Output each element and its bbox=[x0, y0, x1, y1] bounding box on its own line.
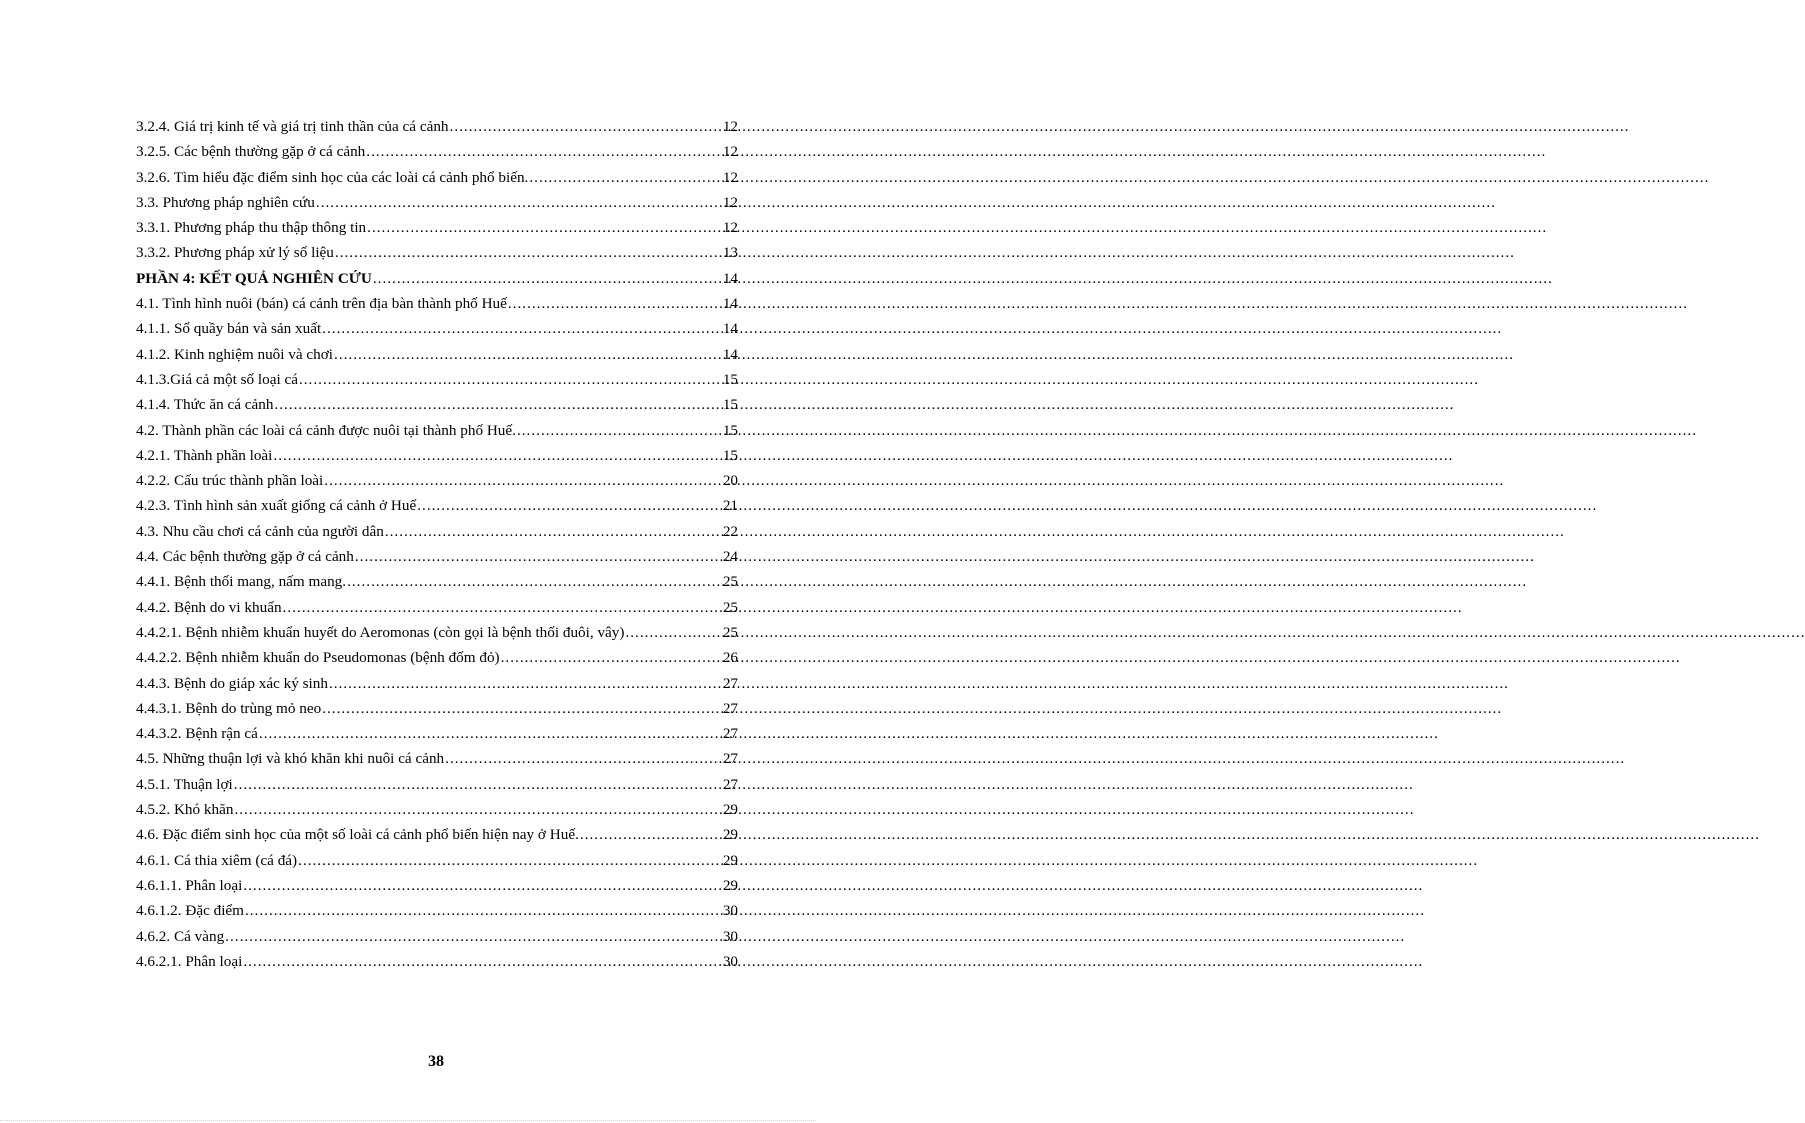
toc-entry-title: 4.6.2.1. Phân loại bbox=[136, 952, 243, 970]
toc-entry-page: 30 bbox=[722, 952, 738, 970]
toc-entry[interactable] bbox=[136, 949, 738, 974]
toc-entry-title: 4.1. Tình hình nuôi (bán) cá cảnh trên địa bàn thành phố Huế bbox=[136, 295, 507, 313]
toc-dot-leader bbox=[625, 620, 721, 645]
toc-entry-title: 4.4.3. Bệnh do giáp xác ký sinh bbox=[136, 674, 328, 692]
toc-entry-title: 4.4.3.2. Bệnh rận cá bbox=[136, 725, 258, 743]
toc-entry-title: 4.6.1.2. Đặc điểm bbox=[136, 902, 244, 920]
toc-entry-title: 3.3.2. Phương pháp xử lý số liệu bbox=[136, 244, 334, 262]
toc-dot-leader bbox=[366, 139, 722, 164]
toc-entry[interactable] bbox=[136, 696, 738, 721]
toc-entry-title: 4.4.2.2. Bệnh nhiễm khuẩn do Pseudomonas (bệnh đốm đỏ) bbox=[136, 649, 500, 667]
toc-entry-page: 12 bbox=[722, 118, 738, 135]
toc-dot-leader bbox=[298, 848, 722, 873]
toc-dot-leader bbox=[445, 746, 722, 771]
toc-entry-title: 4.6.1.1. Phân loại bbox=[136, 876, 243, 894]
toc-entry-page: 29 bbox=[722, 876, 738, 894]
toc-dot-leader bbox=[322, 316, 722, 341]
toc-entry-title: PHẦN 4: KẾT QUẢ NGHIÊN CỨU bbox=[136, 269, 372, 287]
toc-entry[interactable] bbox=[136, 190, 738, 215]
toc-entry-page: 20 bbox=[722, 472, 738, 490]
toc-entry-title: 4.1.1. Số quầy bán và sản xuất bbox=[136, 320, 322, 338]
toc-dot-leader bbox=[373, 266, 722, 291]
toc-entry[interactable] bbox=[136, 139, 738, 164]
toc-entry[interactable] bbox=[136, 367, 738, 392]
toc-entry-title: 4.5.2. Khó khăn bbox=[136, 801, 234, 819]
toc-entry-title: 4.4.2. Bệnh do vi khuẩn bbox=[136, 598, 282, 616]
toc-entry-page: 12 bbox=[722, 219, 738, 237]
toc-entry-page: 29 bbox=[722, 826, 738, 844]
toc-dot-leader bbox=[417, 493, 722, 518]
toc-entry[interactable] bbox=[136, 544, 738, 569]
toc-entry-title: 3.2.6. Tìm hiểu đặc điểm sinh học của các loài cá cảnh phổ biến. bbox=[136, 168, 529, 186]
toc-entry-page: 26 bbox=[722, 649, 738, 667]
toc-entry-title: 4.6.2. Cá vàng bbox=[136, 927, 225, 945]
toc-dot-leader bbox=[334, 342, 722, 367]
toc-entry[interactable] bbox=[136, 569, 738, 594]
toc-dot-leader bbox=[234, 797, 721, 822]
toc-dot-leader bbox=[243, 949, 722, 974]
toc-dot-leader bbox=[367, 215, 722, 240]
toc-entry-page: 14 bbox=[722, 295, 738, 313]
toc-entry-title: 4.2.3. Tình hình sản xuất giống cá cảnh ở Huế bbox=[136, 497, 417, 515]
toc-entry-title: 4.2. Thành phần các loài cá cảnh được nuôi tại thành phố Huế. bbox=[136, 421, 516, 439]
toc-entry[interactable] bbox=[136, 848, 738, 873]
toc-entry-page: 22 bbox=[722, 522, 738, 540]
toc-entry-page: 25 bbox=[722, 623, 738, 641]
toc-dot-leader bbox=[245, 898, 722, 923]
toc-dot-leader bbox=[335, 240, 722, 265]
toc-dot-leader bbox=[329, 671, 722, 696]
page-number: 38 bbox=[428, 1053, 444, 1070]
toc-dot-leader bbox=[274, 392, 721, 417]
toc-dot-leader bbox=[225, 924, 722, 949]
toc-entry[interactable] bbox=[136, 822, 738, 847]
toc-entry-page: 14 bbox=[722, 269, 738, 287]
toc-entry[interactable] bbox=[136, 215, 738, 240]
toc-entry[interactable] bbox=[136, 797, 738, 822]
toc-entry-title: 4.4.2.1. Bệnh nhiễm khuẩn huyết do Aeromonas (còn gọi là bệnh thối đuôi, vây) bbox=[136, 623, 625, 641]
toc-entry-page: 15 bbox=[722, 396, 738, 414]
toc-entry-title: 4.1.3.Giá cả một số loại cá bbox=[136, 370, 298, 388]
toc-dot-leader bbox=[355, 544, 722, 569]
toc-entry-page: 15 bbox=[722, 421, 738, 439]
toc-dot-leader bbox=[322, 696, 722, 721]
page-bottom-divider bbox=[0, 1120, 816, 1121]
toc-entry-page: 27 bbox=[722, 725, 738, 743]
toc-entry[interactable] bbox=[136, 721, 738, 746]
toc-entry-title: 4.6.1. Cá thia xiêm (cá đá) bbox=[136, 851, 298, 869]
toc-entry-page: 14 bbox=[722, 320, 738, 338]
toc-entry-page: 30 bbox=[722, 902, 738, 920]
toc-entry-title: 4.2.1. Thành phần loài bbox=[136, 446, 273, 464]
toc-entry-title: 3.2.5. Các bệnh thường gặp ở cá cảnh bbox=[136, 143, 366, 161]
toc-entry-title: 4.3. Nhu cầu chơi cá cảnh của người dân bbox=[136, 522, 384, 540]
toc-entry-page: 12 bbox=[722, 143, 738, 161]
toc-entry[interactable] bbox=[136, 114, 738, 139]
toc-entry-page: 12 bbox=[722, 193, 738, 211]
toc-entry-page: 12 bbox=[722, 168, 738, 186]
toc-entry-title: 4.1.2. Kinh nghiệm nuôi và chơi bbox=[136, 345, 334, 363]
toc-entry[interactable] bbox=[136, 620, 738, 645]
toc-entry[interactable] bbox=[136, 165, 738, 190]
toc-entry-page: 14 bbox=[722, 345, 738, 363]
toc-entry-page: 30 bbox=[722, 927, 738, 945]
toc-entry-page: 27 bbox=[722, 750, 738, 768]
toc-entry[interactable] bbox=[136, 924, 738, 949]
toc-dot-leader bbox=[517, 418, 722, 443]
toc-entry-page: 27 bbox=[722, 699, 738, 717]
toc-entry-title: 4.1.4. Thức ăn cá cảnh bbox=[136, 396, 274, 414]
toc-entry-title: 4.2.2. Cấu trúc thành phần loài bbox=[136, 472, 324, 490]
toc-entry-page: 25 bbox=[722, 573, 738, 591]
toc-dot-leader bbox=[385, 519, 722, 544]
toc-entry-page: 15 bbox=[722, 446, 738, 464]
toc-dot-leader bbox=[450, 114, 722, 139]
toc-entry-title: 4.4.3.1. Bệnh do trùng mỏ neo bbox=[136, 699, 322, 717]
toc-entry-page: 15 bbox=[722, 370, 738, 388]
toc-dot-leader bbox=[234, 772, 722, 797]
toc-dot-leader bbox=[347, 569, 722, 594]
toc-dot-leader bbox=[259, 721, 722, 746]
toc-entry[interactable] bbox=[136, 772, 738, 797]
toc-entry[interactable] bbox=[136, 443, 738, 468]
toc-entry-page: 29 bbox=[722, 851, 738, 869]
toc-dot-leader bbox=[283, 595, 722, 620]
toc-entry[interactable] bbox=[136, 595, 738, 620]
toc-entry-title: 4.4.1. Bệnh thối mang, nấm mang. bbox=[136, 573, 347, 591]
toc-dot-leader bbox=[508, 291, 722, 316]
toc-entry[interactable] bbox=[136, 418, 738, 443]
toc-entry[interactable] bbox=[136, 392, 738, 417]
toc-dot-leader bbox=[243, 873, 722, 898]
toc-entry[interactable] bbox=[136, 873, 738, 898]
toc-entry[interactable] bbox=[136, 240, 738, 265]
toc-entry[interactable] bbox=[136, 468, 738, 493]
toc-dot-leader bbox=[324, 468, 722, 493]
toc-entry-page: 29 bbox=[722, 801, 738, 819]
toc-entry-page: 24 bbox=[722, 548, 738, 566]
toc-entry[interactable] bbox=[136, 898, 738, 923]
toc-entry[interactable] bbox=[136, 746, 738, 771]
toc-dot-leader bbox=[299, 367, 722, 392]
toc-entry-page: 25 bbox=[722, 598, 738, 616]
toc-dot-leader bbox=[316, 190, 722, 215]
toc-entry-title: 4.5.1. Thuận lợi bbox=[136, 775, 233, 793]
table-of-contents bbox=[136, 114, 738, 974]
toc-entry-title: 3.3.1. Phương pháp thu thập thông tin bbox=[136, 219, 367, 237]
toc-entry[interactable] bbox=[136, 493, 738, 518]
toc-entry-page: 13 bbox=[722, 244, 738, 262]
toc-dot-leader bbox=[501, 645, 722, 670]
toc-entry[interactable] bbox=[136, 291, 738, 316]
toc-dot-leader bbox=[580, 822, 722, 847]
toc-entry-page: 27 bbox=[722, 775, 738, 793]
toc-dot-leader bbox=[273, 443, 721, 468]
toc-entry[interactable] bbox=[136, 645, 738, 670]
toc-entry-page: 27 bbox=[722, 674, 738, 692]
toc-entry-title: 4.5. Những thuận lợi và khó khăn khi nuôi cá cảnh bbox=[136, 750, 445, 768]
toc-entry-page: 21 bbox=[722, 497, 738, 515]
toc-entry[interactable] bbox=[136, 316, 738, 341]
toc-entry-title: 3.3. Phương pháp nghiên cứu bbox=[136, 193, 315, 211]
toc-entry[interactable] bbox=[136, 519, 738, 544]
toc-section-heading[interactable] bbox=[136, 266, 738, 291]
toc-dot-leader bbox=[529, 165, 721, 190]
toc-entry-title: 4.6. Đặc điểm sinh học của một số loài cá cảnh phổ biến hiện nay ở Huế. bbox=[136, 826, 579, 844]
toc-entry-title: 4.4. Các bệnh thường gặp ở cá cảnh bbox=[136, 548, 354, 566]
toc-entry[interactable] bbox=[136, 671, 738, 696]
toc-entry-title: 3.2.4. Giá trị kinh tế và giá trị tinh thần của cá cảnh bbox=[136, 118, 449, 135]
toc-entry[interactable] bbox=[136, 342, 738, 367]
